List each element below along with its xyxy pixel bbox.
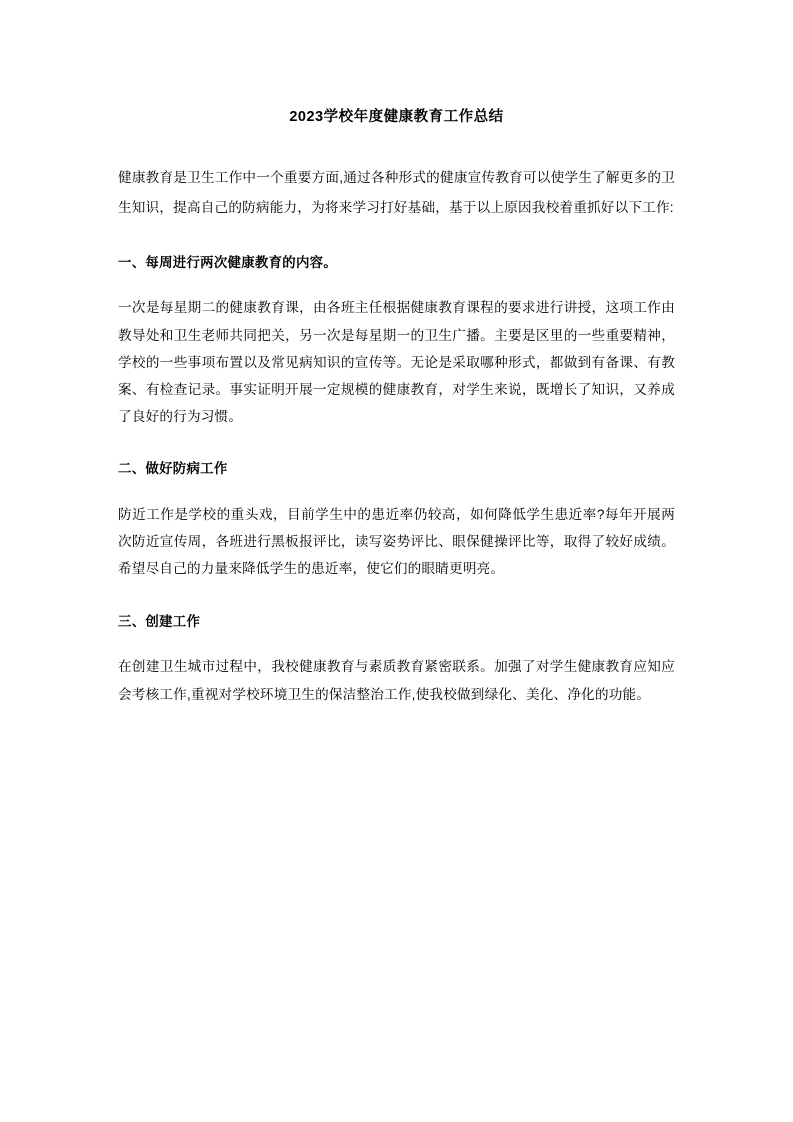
page-title: 2023学校年度健康教育工作总结 [289,109,504,125]
section-three [118,609,675,708]
intro-paragraph: 健康教育是卫生工作中一个重要方面,通过各种形式的健康宣传教育可以使学生了解更多的卫生知识，提高自己的防病能力，为将来学习打好基础，基于以上原因我校着重抓好以下工作: [118,170,675,216]
section-two-body: 防近工作是学校的重头戏，目前学生中的患近率仍较高，如何降低学生患近率?每年开展两次防近宣传周，各班进行黑板报评比，读写姿势评比、眼保健操评比等，取得了较好成绩。希望尽自己的力量来降低学生的患近率，使它们的眼睛更明亮。 [118,507,675,577]
section-two [118,456,675,582]
section-three-body: 在创建卫生城市过程中，我校健康教育与素质教育紧密联系。加强了对学生健康教育应知应会考核工作,重视对学校环境卫生的保洁整治工作,使我校做到绿化、美化、净化的功能。 [118,659,675,702]
section-one-heading: 一、每周进行两次健康教育的内容。 [118,254,338,270]
section-three-heading: 三、创建工作 [118,613,201,629]
section-one [118,250,675,431]
section-one-body: 一次是每星期二的健康教育课，由各班主任根据健康教育课程的要求进行讲授，这项工作由教导处和卫生老师共同把关，另一次是每星期一的卫生广播。主要是区里的一些重要精神，学校的一些事项布置以及常见病知识的宣传等。无论是采取哪种形式，都做到有备课、有教案、有检查记录。事实证明开展一定规模的健康教育，对学生来说，既增长了知识，又养成了良好的行为习惯。 [118,300,675,425]
section-two-heading: 二、做好防病工作 [118,461,228,477]
